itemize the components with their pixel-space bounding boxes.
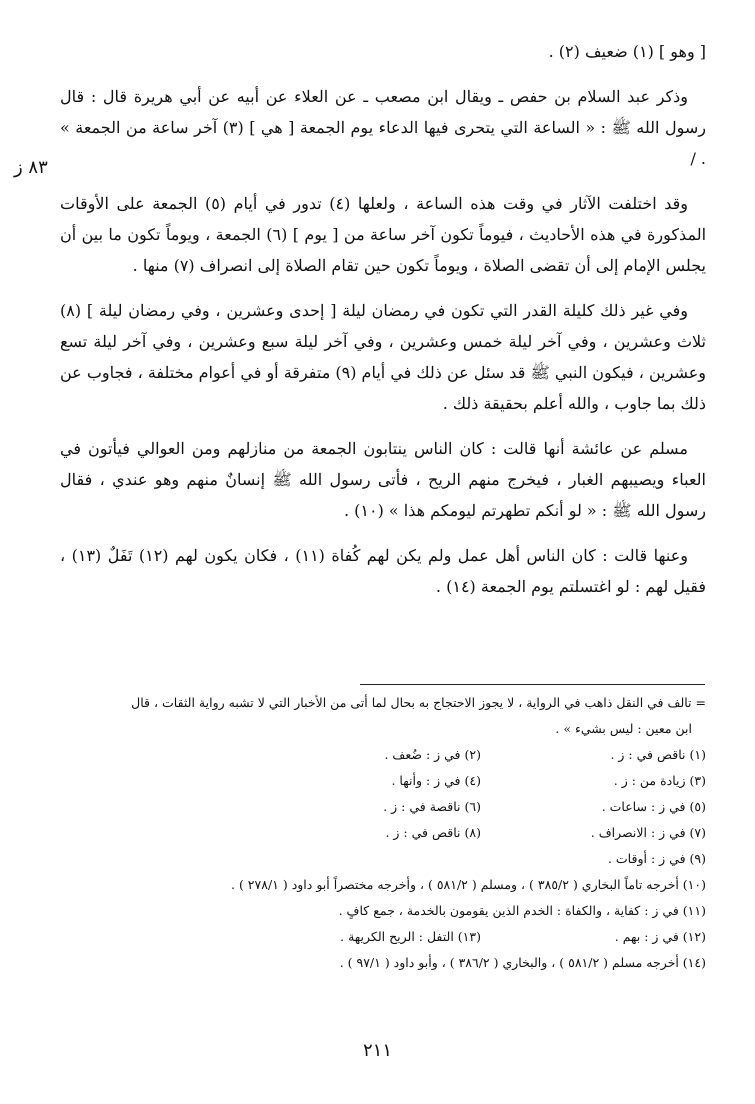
footnote: (٦) ناقصة في : ز . bbox=[383, 799, 481, 814]
footnote-row bbox=[70, 742, 706, 768]
footnote: (٥) في ز : ساعات . bbox=[601, 799, 706, 814]
footnote: (٨) ناقص في : ز . bbox=[385, 825, 481, 840]
main-text bbox=[60, 36, 706, 616]
paragraph: مسلم عن عائشة أنها قالت : كان الناس ينتابون الجمعة من منازلهم ومن العوالي فيأتون في العباء ويصيبهم الغبار ، فيخرج منهم الريح ، فأتى رسول الله ﷺ إنسانٌ منهم وهو عندي ، فقال رسول الله ﷺ : « لو أنكم تطهرتم ليومكم هذا » (١٠) . bbox=[60, 439, 707, 520]
footnote-row bbox=[70, 768, 706, 794]
footnote: (٣) زيادة من : ز . bbox=[613, 773, 706, 788]
footnote: (٢) في ز : ضُعف . bbox=[384, 747, 481, 762]
footnote-row bbox=[70, 820, 706, 846]
footnote-continuation: = تالف في النقل ذاهب في الرواية ، لا يجوز الاحتجاج به بحال لما أتى من الأخبار التي لا تشبه رواية الثقات ، قال bbox=[131, 695, 706, 710]
footnote: (٤) في ز : وأنها . bbox=[391, 773, 481, 788]
manuscript-folio-note: ٨٣ ز bbox=[14, 157, 48, 178]
footnote: (١) ناقص في : ز . bbox=[610, 747, 706, 762]
footnotes bbox=[70, 690, 706, 976]
footnote-divider bbox=[360, 684, 705, 685]
footnote-continuation: ابن معين : ليس بشيء » . bbox=[555, 721, 692, 736]
footnote: (١٤) أخرجه مسلم ( ٥٨١/٢ ) ، والبخاري ( ٣٨٦/٢ ) ، وأبو داود ( ٩٧/١ ) . bbox=[339, 955, 706, 970]
footnote: (١١) في ز : كفاية ، والكفاة : الخدم الذين يقومون بالخدمة ، جمع كافٍ . bbox=[338, 903, 706, 918]
footnote: (١٠) أخرجه تاماً البخاري ( ٣٨٥/٢ ) ، ومسلم ( ٥٨١/٢ ) ، وأخرجه مختصراً أبو داود ( ٢٧٨/١ ) . bbox=[231, 877, 706, 892]
footnote-row bbox=[70, 794, 706, 820]
footnote: (١٣) التفل : الريح الكريهة . bbox=[340, 929, 481, 944]
footnote-row bbox=[70, 924, 706, 950]
paragraph: وعنها قالت : كان الناس أهل عمل ولم يكن لهم كُفاة (١١) ، فكان يكون لهم (١٢) تَفَلٌ (١٣) ، فقيل لهم : لو اغتسلتم يوم الجمعة (١٤) . bbox=[60, 546, 706, 596]
paragraph: وذكر عبد السلام بن حفص ـ ويقال ابن مصعب ـ عن العلاء عن أبيه عن أبي هريرة قال : قال رسول الله ﷺ : « الساعة التي يتحرى فيها الدعاء يوم الجمعة [ هي ] (٣) آخر ساعة من الجمعة » . / bbox=[60, 87, 706, 168]
footnote: (١٢) في ز : بهم . bbox=[614, 929, 706, 944]
footnote: (٩) في ز : أوقات . bbox=[607, 851, 706, 866]
paragraph: وفي غير ذلك كليلة القدر التي تكون في رمضان ليلة [ إحدى وعشرين ، وفي رمضان ليلة ] (٨) ثلاث وعشرين ، وفي آخر ليلة خمس وعشرين ، وفي آخر ليلة سبع وعشرين ، وفي آخر ليلة تسع وعشرين ، فيكون النبي ﷺ قد سئل عن ذلك في أيام (٩) متفرقة أو في أعوام مختلفة ، فجاوب عن ذلك بما جاوب ، والله أعلم بحقيقة ذلك . bbox=[60, 301, 706, 413]
paragraph: وقد اختلفت الآثار في وقت هذه الساعة ، ولعلها (٤) تدور في أيام (٥) الجمعة على الأوقات المذكورة في هذه الأحاديث ، فيوماً تكون آخر ساعة من [ يوم ] (٦) الجمعة ، ويوماً تكون ما بين أن يجلس الإمام إلى أن تقضى الصلاة ، ويوماً تكون حين تقام الصلاة إلى انصراف (٧) منها . bbox=[60, 194, 707, 275]
page-number: ٢١١ bbox=[362, 1040, 392, 1061]
footnote: (٧) في ز : الانصراف . bbox=[590, 825, 706, 840]
paragraph: [ وهو ] (١) ضعيف (٢) . bbox=[548, 42, 706, 61]
